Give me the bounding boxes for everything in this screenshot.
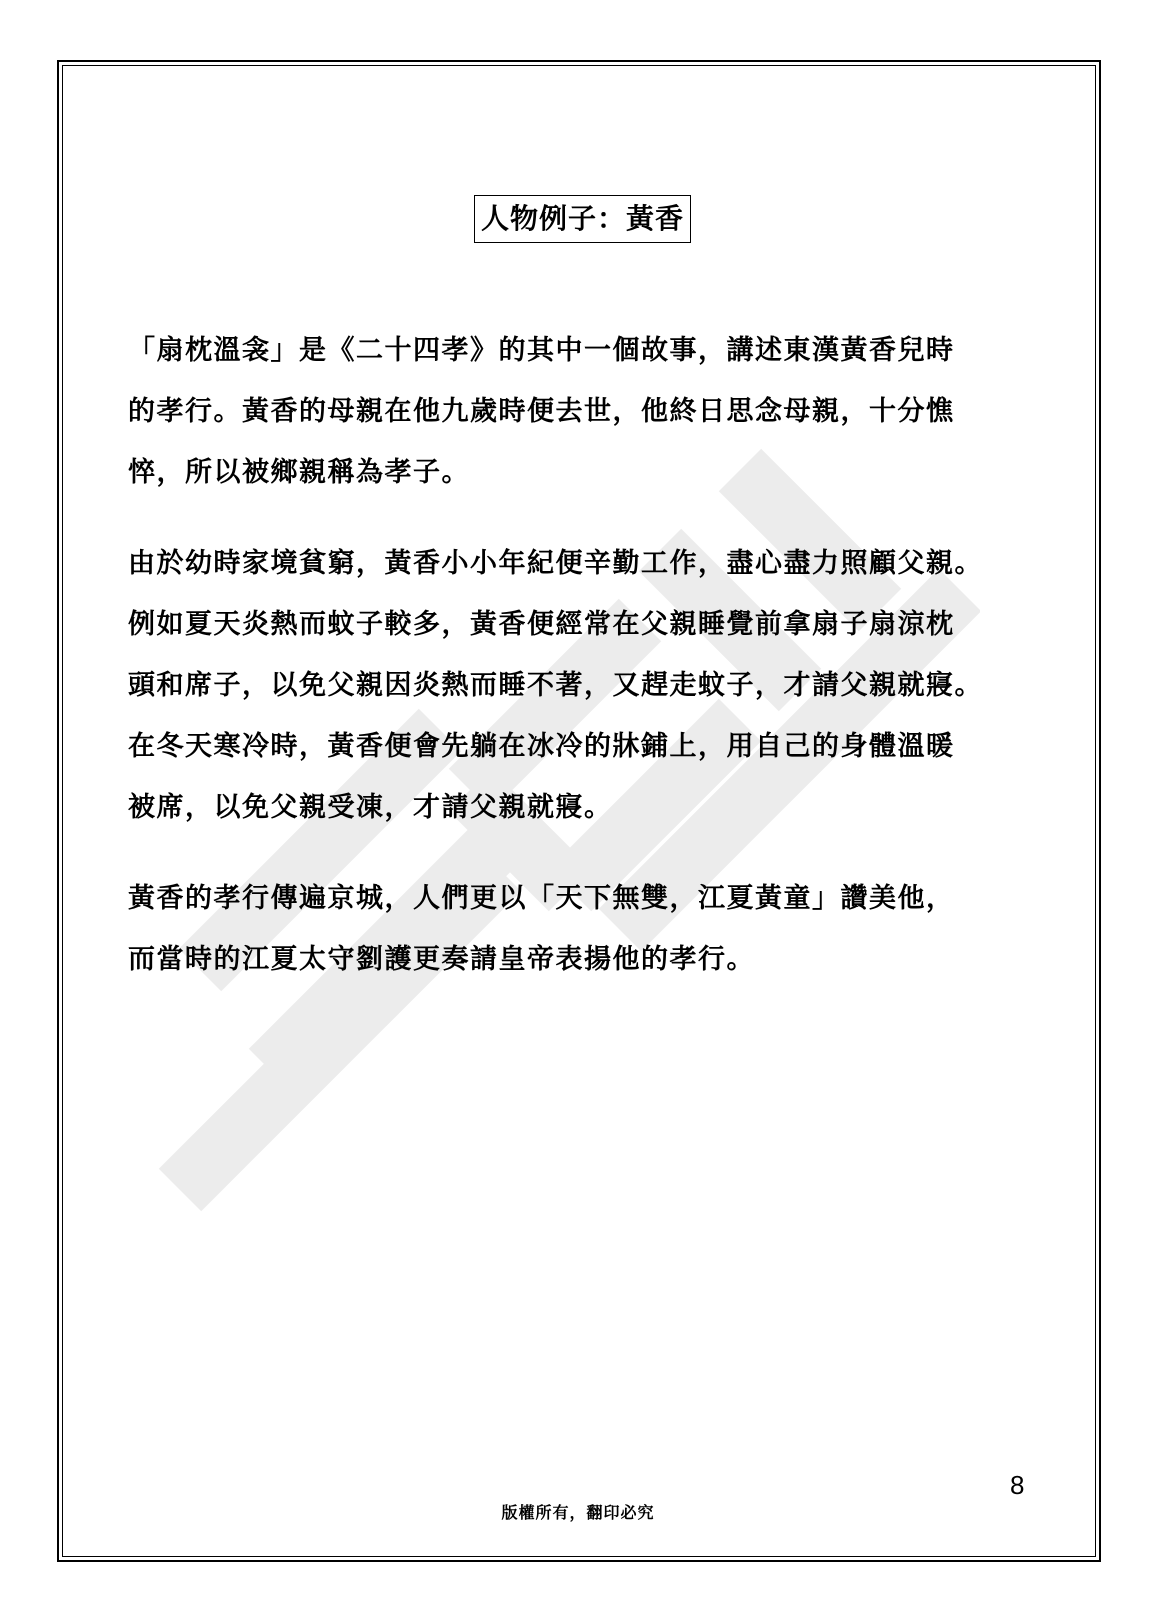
page-title: 人物例子：黃香 [474,195,691,243]
text-line: 的孝行。黃香的母親在他九歲時便去世，他終日思念母親，十分憔 [128,396,955,427]
text-line: 例如夏天炎熱而蚊子較多，黃香便經常在父親睡覺前拿扇子扇涼枕 [128,609,955,640]
text-line: 黃香的孝行傳遍京城，人們更以「天下無雙，江夏黃童」讚美他， [128,883,955,914]
page-number: 8 [1010,1470,1025,1500]
text-line: 由於幼時家境貧窮，黃香小小年紀便辛勤工作，盡心盡力照顧父親。 [128,548,983,579]
text-line: 悴，所以被鄉親稱為孝子。 [128,457,470,488]
copyright-footer: 版權所有，翻印必究 [501,1503,655,1522]
text-line: 頭和席子，以免父親因炎熱而睡不著，又趕走蚊子，才請父親就寢。 [128,670,983,701]
text-line: 在冬天寒冷時，黃香便會先躺在冰冷的牀鋪上，用自己的身體溫暖 [128,731,955,762]
text-line: 而當時的江夏太守劉護更奏請皇帝表揚他的孝行。 [128,944,755,975]
text-line: 「扇枕溫衾」是《二十四孝》的其中一個故事，講述東漢黃香兒時 [128,335,955,366]
paragraph-2 [128,533,1048,838]
text-line: 被席，以免父親受凍，才請父親就寢。 [128,792,613,823]
paragraph-3 [128,868,1048,990]
paragraph-1 [128,320,1048,503]
body-text [128,320,1048,1020]
